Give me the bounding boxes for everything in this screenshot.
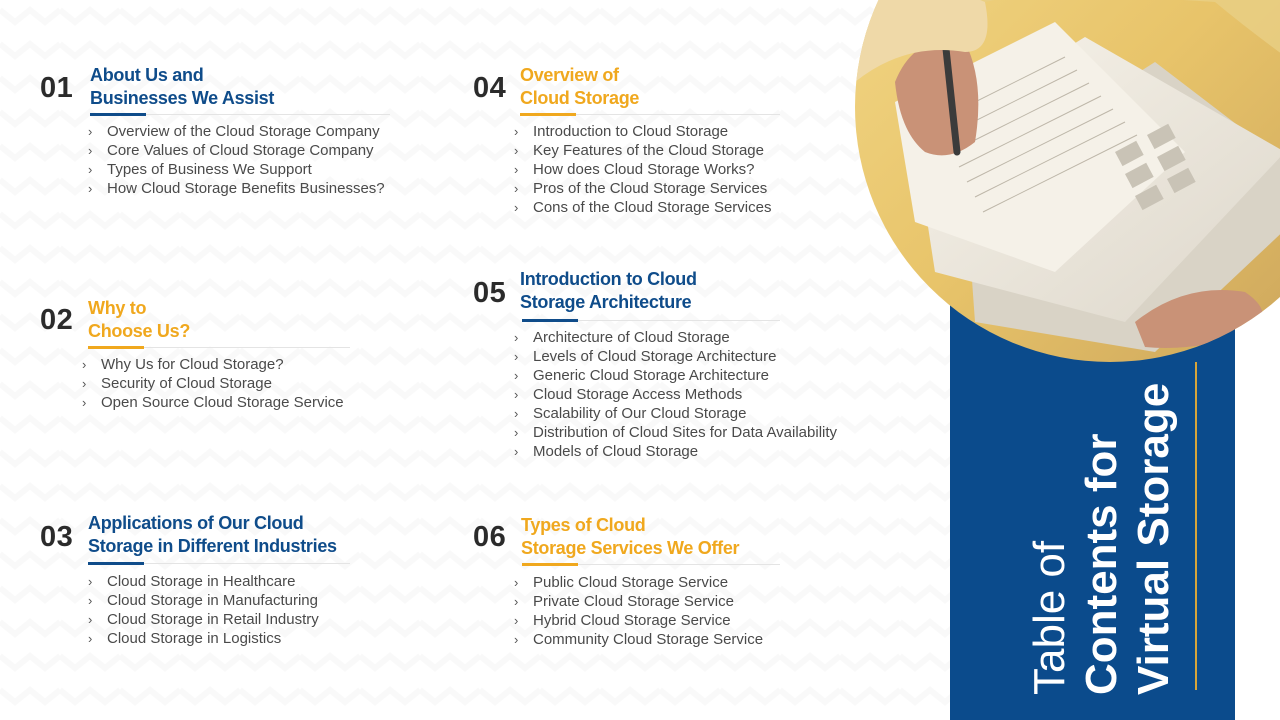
chevron-right-icon: › <box>88 612 93 627</box>
section-items <box>82 355 344 412</box>
list-item <box>88 572 319 591</box>
section-items <box>514 573 763 649</box>
list-item <box>88 591 319 610</box>
section-title <box>520 268 697 314</box>
list-item <box>514 423 837 442</box>
section-title-line1: Introduction to Cloud <box>520 269 697 289</box>
section-divider-accent <box>520 113 576 116</box>
list-item <box>82 393 344 412</box>
list-item <box>514 366 837 385</box>
section-divider-accent <box>88 562 144 565</box>
chevron-right-icon: › <box>88 162 93 177</box>
chevron-right-icon: › <box>514 181 519 196</box>
section-title <box>520 64 639 110</box>
section-number: 06 <box>473 521 507 553</box>
chevron-right-icon: › <box>514 575 519 590</box>
list-item-text: Types of Business We Support <box>107 161 312 178</box>
list-item <box>88 610 319 629</box>
photo-illustration <box>855 0 1280 362</box>
list-item <box>514 611 763 630</box>
chevron-right-icon: › <box>88 124 93 139</box>
list-item <box>88 141 385 160</box>
chevron-right-icon: › <box>514 200 519 215</box>
list-item <box>88 629 319 648</box>
section-divider-accent <box>522 319 578 322</box>
section-title-line1: Overview of <box>520 65 619 85</box>
list-item-text: Cloud Storage in Healthcare <box>107 573 296 590</box>
section-divider <box>90 114 390 115</box>
chevron-right-icon: › <box>88 593 93 608</box>
chevron-right-icon: › <box>514 594 519 609</box>
list-item-text: Pros of the Cloud Storage Services <box>533 180 768 197</box>
list-item <box>514 630 763 649</box>
section-title-line2: Storage in Different Industries <box>88 536 337 556</box>
side-title-line1: Table of <box>1025 540 1074 695</box>
list-item <box>514 385 837 404</box>
list-item-text: Open Source Cloud Storage Service <box>101 394 344 411</box>
section-divider-accent <box>522 563 578 566</box>
list-item-text: Cons of the Cloud Storage Services <box>533 199 772 216</box>
list-item-text: Cloud Storage in Logistics <box>107 630 282 647</box>
chevron-right-icon: › <box>514 330 519 345</box>
list-item-text: Introduction to Cloud Storage <box>533 123 729 140</box>
chevron-right-icon: › <box>514 444 519 459</box>
list-item-text: Core Values of Cloud Storage Company <box>107 142 374 159</box>
section-divider <box>88 347 350 348</box>
chevron-right-icon: › <box>514 368 519 383</box>
chevron-right-icon: › <box>88 143 93 158</box>
section-divider <box>520 114 780 115</box>
list-item-text: Key Features of the Cloud Storage <box>533 142 764 159</box>
chevron-right-icon: › <box>514 613 519 628</box>
list-item-text: Community Cloud Storage Service <box>533 631 764 648</box>
list-item-text: Security of Cloud Storage <box>101 375 272 392</box>
section-number: 03 <box>40 521 74 553</box>
section-divider <box>522 320 780 321</box>
list-item-text: Generic Cloud Storage Architecture <box>533 367 769 384</box>
list-item-text: Overview of the Cloud Storage Company <box>107 123 380 140</box>
section-title-line2: Storage Architecture <box>520 292 692 312</box>
section-number: 04 <box>473 72 507 104</box>
chevron-right-icon: › <box>514 632 519 647</box>
chevron-right-icon: › <box>88 181 93 196</box>
list-item <box>88 179 385 198</box>
section-divider <box>88 563 350 564</box>
chevron-right-icon: › <box>514 349 519 364</box>
chevron-right-icon: › <box>82 395 87 410</box>
section-divider <box>522 564 780 565</box>
chevron-right-icon: › <box>88 631 93 646</box>
section-title-line2: Businesses We Assist <box>90 88 275 108</box>
section-title-line1: Applications of Our Cloud <box>88 513 304 533</box>
list-item-text: Architecture of Cloud Storage <box>533 329 730 346</box>
list-item-text: Models of Cloud Storage <box>533 443 699 460</box>
list-item <box>82 374 344 393</box>
list-item-text: Distribution of Cloud Sites for Data Availability <box>533 424 838 441</box>
section-title-line2: Choose Us? <box>88 321 191 341</box>
section-divider-accent <box>90 113 146 116</box>
section-number: 02 <box>40 304 74 336</box>
list-item <box>514 347 837 366</box>
list-item-text: Cloud Storage in Manufacturing <box>107 592 318 609</box>
list-item <box>514 328 837 347</box>
section-number: 01 <box>40 72 74 104</box>
list-item <box>88 160 385 179</box>
writing-documents-photo <box>855 0 1280 362</box>
chevron-right-icon: › <box>514 387 519 402</box>
list-item <box>514 198 771 217</box>
section-title <box>90 64 274 110</box>
gold-accent-line <box>1195 362 1197 690</box>
section-title <box>88 512 337 558</box>
list-item-text: How does Cloud Storage Works? <box>533 161 755 178</box>
list-item-text: Scalability of Our Cloud Storage <box>533 405 747 422</box>
chevron-right-icon: › <box>514 425 519 440</box>
chevron-right-icon: › <box>514 124 519 139</box>
list-item-text: Private Cloud Storage Service <box>533 593 734 610</box>
list-item <box>82 355 344 374</box>
list-item <box>514 442 837 461</box>
chevron-right-icon: › <box>514 406 519 421</box>
list-item-text: Hybrid Cloud Storage Service <box>533 612 731 629</box>
list-item-text: Why Us for Cloud Storage? <box>101 356 284 373</box>
list-item <box>514 122 771 141</box>
list-item-text: Cloud Storage Access Methods <box>533 386 743 403</box>
chevron-right-icon: › <box>514 143 519 158</box>
section-divider-accent <box>88 346 144 349</box>
list-item <box>88 122 385 141</box>
section-title-line2: Cloud Storage <box>520 88 640 108</box>
section-title-line1: Types of Cloud <box>521 515 646 535</box>
list-item-text: How Cloud Storage Benefits Businesses? <box>107 180 385 197</box>
list-item <box>514 179 771 198</box>
list-item <box>514 404 837 423</box>
list-item <box>514 141 771 160</box>
section-title <box>88 297 190 343</box>
list-item-text: Cloud Storage in Retail Industry <box>107 611 319 628</box>
list-item-text: Public Cloud Storage Service <box>533 574 729 591</box>
section-items <box>514 122 771 217</box>
list-item <box>514 160 771 179</box>
chevron-right-icon: › <box>88 574 93 589</box>
side-title-line2: Contents for <box>1077 433 1126 695</box>
list-item-text: Levels of Cloud Storage Architecture <box>533 348 777 365</box>
list-item <box>514 573 763 592</box>
section-title <box>521 514 739 560</box>
section-title-line2: Storage Services We Offer <box>521 538 740 558</box>
chevron-right-icon: › <box>82 357 87 372</box>
list-item <box>514 592 763 611</box>
section-title-line1: Why to <box>88 298 147 318</box>
chevron-right-icon: › <box>514 162 519 177</box>
section-items <box>88 572 319 648</box>
side-title <box>1024 383 1180 695</box>
chevron-right-icon: › <box>82 376 87 391</box>
section-items <box>88 122 385 198</box>
section-number: 05 <box>473 277 507 309</box>
section-title-line1: About Us and <box>90 65 204 85</box>
side-title-line3: Virtual Storage <box>1129 382 1178 695</box>
section-items <box>514 328 837 461</box>
